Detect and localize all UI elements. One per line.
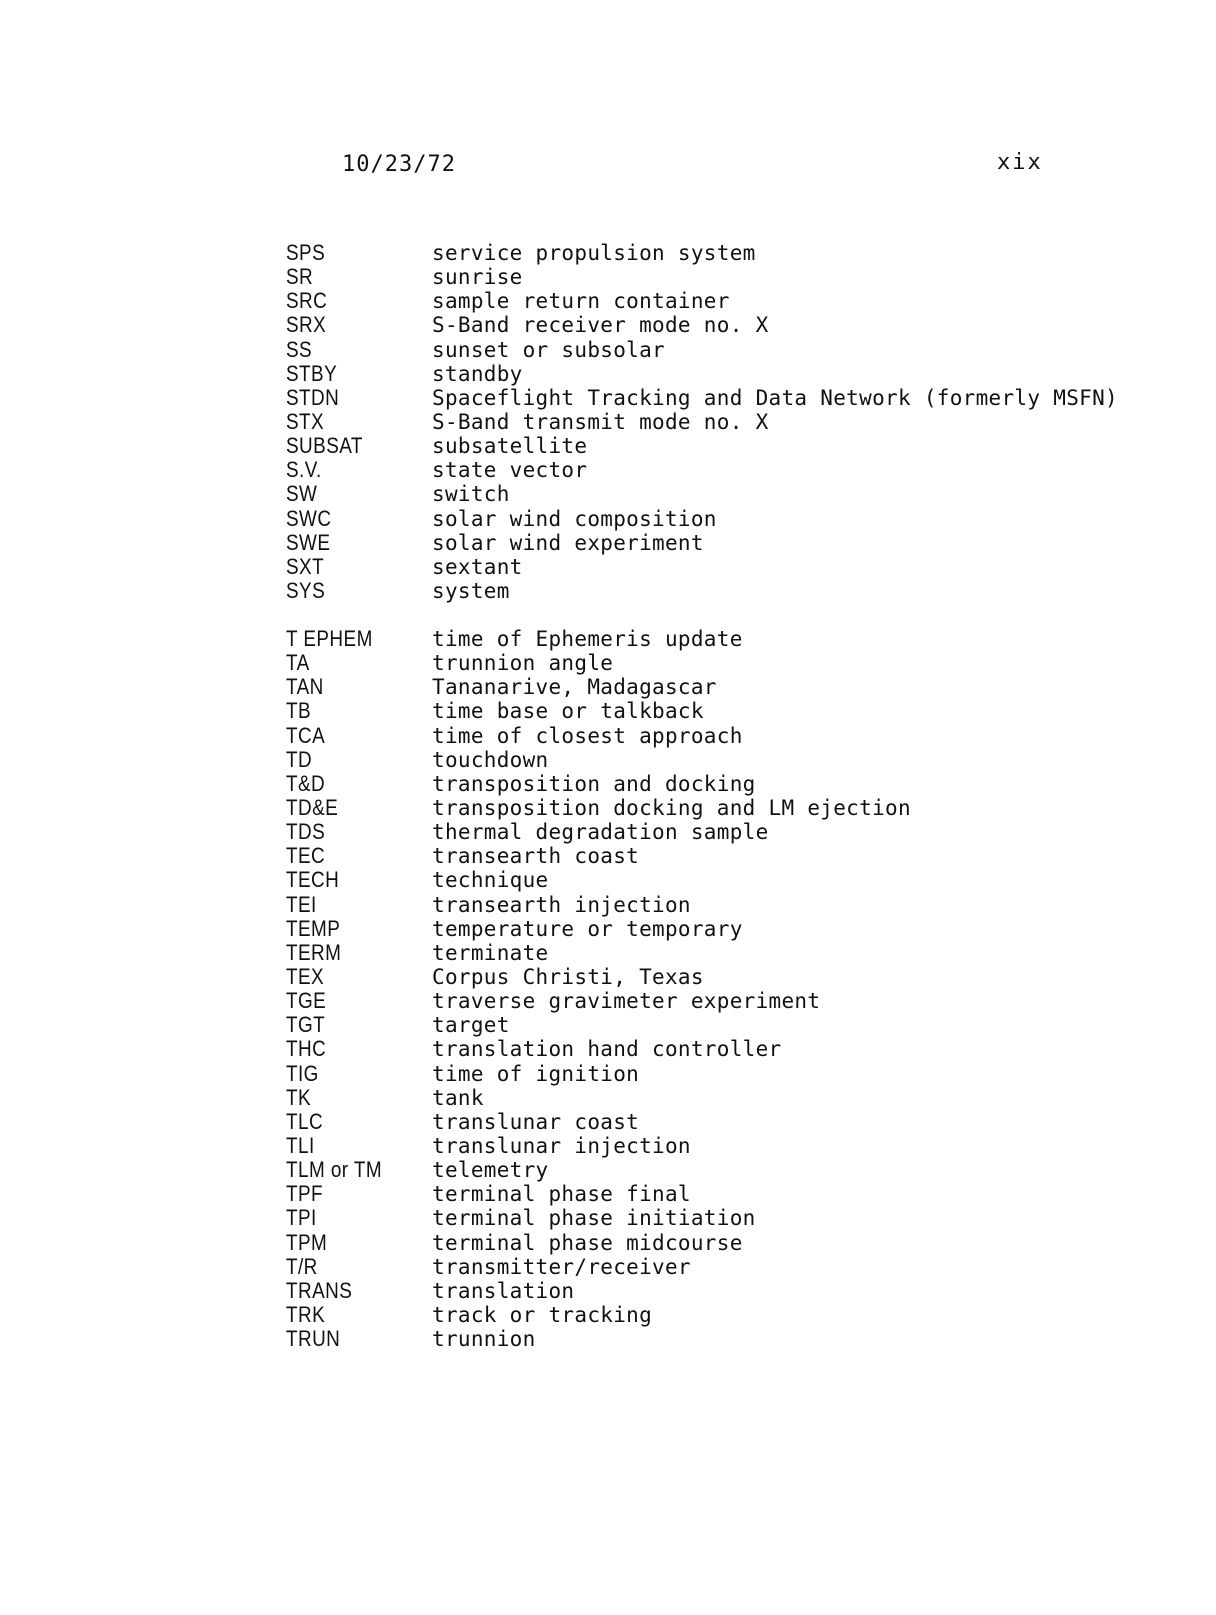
page-date: 10/23/72: [342, 152, 456, 177]
glossary-entry: [286, 410, 1146, 434]
glossary-entry: [286, 265, 1146, 289]
glossary-entry: [286, 1182, 1146, 1206]
abbreviation: STDN: [286, 384, 340, 410]
glossary-entry: [286, 1134, 1146, 1158]
definition: standby: [432, 361, 523, 386]
abbreviation: SWC: [286, 505, 332, 531]
definition: transearth injection: [432, 892, 691, 917]
abbreviation: SUBSAT: [286, 433, 363, 459]
glossary-entry: [286, 796, 1146, 820]
abbreviation: TEMP: [286, 915, 341, 941]
abbreviation: S.V.: [286, 457, 322, 483]
definition: Spaceflight Tracking and Data Network (formerly MSFN): [432, 385, 1118, 410]
glossary-section-s: [286, 241, 1146, 603]
glossary-entry: [286, 289, 1146, 313]
abbreviation: SRX: [286, 312, 327, 338]
abbreviation: TPM: [286, 1229, 328, 1255]
definition: time base or talkback: [432, 699, 704, 724]
glossary-entry: [286, 627, 1146, 651]
abbreviation: TGE: [286, 988, 327, 1014]
page-number: xix: [997, 150, 1043, 175]
definition: transearth coast: [432, 844, 640, 869]
abbreviation: TLC: [286, 1108, 324, 1134]
glossary-entry: [286, 507, 1146, 531]
glossary-entry: [286, 1327, 1146, 1351]
abbreviation: TK: [286, 1084, 312, 1110]
definition: target: [432, 1013, 510, 1038]
glossary-entry: [286, 1279, 1146, 1303]
definition: Corpus Christi, Texas: [432, 964, 704, 989]
glossary-entry: [286, 772, 1146, 796]
glossary-entry: [286, 965, 1146, 989]
glossary-entry: [286, 1086, 1146, 1110]
definition: Tananarive, Madagascar: [432, 675, 717, 700]
abbreviation: TIG: [286, 1060, 319, 1086]
abbreviation: TLI: [286, 1132, 315, 1158]
abbreviation: TEC: [286, 843, 326, 869]
glossary-entry: [286, 1013, 1146, 1037]
abbreviation: TERM: [286, 939, 342, 965]
definition: touchdown: [432, 747, 549, 772]
abbreviation: TPF: [286, 1181, 324, 1207]
abbreviation: STBY: [286, 360, 338, 386]
abbreviation: T EPHEM: [286, 626, 373, 651]
definition: trunnion: [432, 1327, 536, 1352]
definition: terminate: [432, 940, 549, 965]
definition: switch: [432, 482, 510, 507]
abbreviation: SS: [286, 336, 313, 362]
abbreviation: SYS: [286, 577, 326, 603]
glossary-entry: [286, 1062, 1146, 1086]
definition: service propulsion system: [432, 241, 756, 265]
definition: system: [432, 578, 510, 603]
abbreviation: THC: [286, 1036, 327, 1062]
abbreviation: SXT: [286, 553, 325, 579]
definition: subsatellite: [432, 434, 588, 459]
abbreviation: T/R: [286, 1253, 318, 1279]
definition: transmitter/receiver: [432, 1254, 691, 1279]
glossary-section-t: [286, 627, 1146, 1351]
abbreviation: SWE: [286, 529, 331, 555]
abbreviation: TLM or TM: [286, 1157, 383, 1183]
definition: terminal phase midcourse: [432, 1230, 743, 1255]
abbreviation: TCA: [286, 722, 326, 748]
definition: solar wind composition: [432, 506, 717, 531]
abbreviation: T&D: [286, 770, 326, 796]
definition: temperature or temporary: [432, 916, 743, 941]
abbreviation: TRK: [286, 1301, 326, 1327]
abbreviation: TRANS: [286, 1277, 353, 1303]
glossary-entry: [286, 844, 1146, 868]
definition: telemetry: [432, 1158, 549, 1183]
glossary-entry: [286, 313, 1146, 337]
definition: transposition and docking: [432, 771, 756, 796]
glossary-entry: [286, 1037, 1146, 1061]
definition: translunar injection: [432, 1133, 691, 1158]
abbreviation: TPI: [286, 1205, 317, 1231]
glossary-entry: [286, 1158, 1146, 1182]
abbreviation: TRUN: [286, 1326, 341, 1352]
glossary-entry: [286, 338, 1146, 362]
abbreviation: SRC: [286, 288, 328, 314]
definition: translation hand controller: [432, 1037, 782, 1062]
glossary-entry: [286, 675, 1146, 699]
definition: state vector: [432, 458, 588, 483]
abbreviation: TB: [286, 698, 312, 724]
abbreviation: TD: [286, 746, 313, 772]
glossary-entry: [286, 724, 1146, 748]
definition: sextant: [432, 554, 523, 579]
glossary-entry: [286, 893, 1146, 917]
definition: trunnion angle: [432, 651, 614, 676]
definition: time of ignition: [432, 1061, 640, 1086]
glossary-entry: [286, 458, 1146, 482]
definition: terminal phase initiation: [432, 1206, 756, 1231]
definition: traverse gravimeter experiment: [432, 989, 821, 1014]
glossary-entry: [286, 1303, 1146, 1327]
glossary-entry: [286, 362, 1146, 386]
definition: sunrise: [432, 265, 523, 290]
glossary-entry: [286, 820, 1146, 844]
definition: time of Ephemeris update: [432, 627, 743, 651]
abbreviation: TA: [286, 650, 310, 676]
glossary-entry: [286, 482, 1146, 506]
glossary-entry: [286, 941, 1146, 965]
glossary-entry: [286, 434, 1146, 458]
glossary-entry: [286, 989, 1146, 1013]
definition: track or tracking: [432, 1302, 653, 1327]
definition: sample return container: [432, 289, 730, 314]
abbreviation: TEI: [286, 891, 317, 917]
definition: terminal phase final: [432, 1182, 691, 1207]
definition: solar wind experiment: [432, 530, 704, 555]
abbreviation: SPS: [286, 240, 326, 265]
definition: time of closest approach: [432, 723, 743, 748]
definition: translation: [432, 1278, 575, 1303]
glossary-entry: [286, 555, 1146, 579]
definition: technique: [432, 868, 549, 893]
abbreviation: TD&E: [286, 794, 339, 820]
abbreviation: SW: [286, 481, 318, 507]
glossary-entry: [286, 579, 1146, 603]
definition: thermal degradation sample: [432, 820, 769, 845]
glossary-entry: [286, 651, 1146, 675]
definition: tank: [432, 1085, 484, 1110]
glossary-entry: [286, 1231, 1146, 1255]
definition: S-Band receiver mode no. X: [432, 313, 769, 338]
glossary-entry: [286, 699, 1146, 723]
glossary-entry: [286, 917, 1146, 941]
glossary-entry: [286, 1206, 1146, 1230]
abbreviation: TECH: [286, 867, 340, 893]
glossary-entry: [286, 386, 1146, 410]
definition: sunset or subsolar: [432, 337, 665, 362]
glossary-entry: [286, 868, 1146, 892]
glossary-entry: [286, 531, 1146, 555]
definition: transposition docking and LM ejection: [432, 795, 911, 820]
abbreviation: SR: [286, 264, 314, 290]
glossary-entry: [286, 1110, 1146, 1134]
abbreviation: TGT: [286, 1012, 326, 1038]
definition: translunar coast: [432, 1109, 640, 1134]
abbreviation: TDS: [286, 819, 326, 845]
definition: S-Band transmit mode no. X: [432, 409, 769, 434]
glossary-entry: [286, 748, 1146, 772]
abbreviation: TAN: [286, 674, 324, 700]
glossary-entry: [286, 1255, 1146, 1279]
abbreviation: STX: [286, 408, 325, 434]
glossary-entry: [286, 241, 1146, 265]
abbreviation: TEX: [286, 963, 325, 989]
